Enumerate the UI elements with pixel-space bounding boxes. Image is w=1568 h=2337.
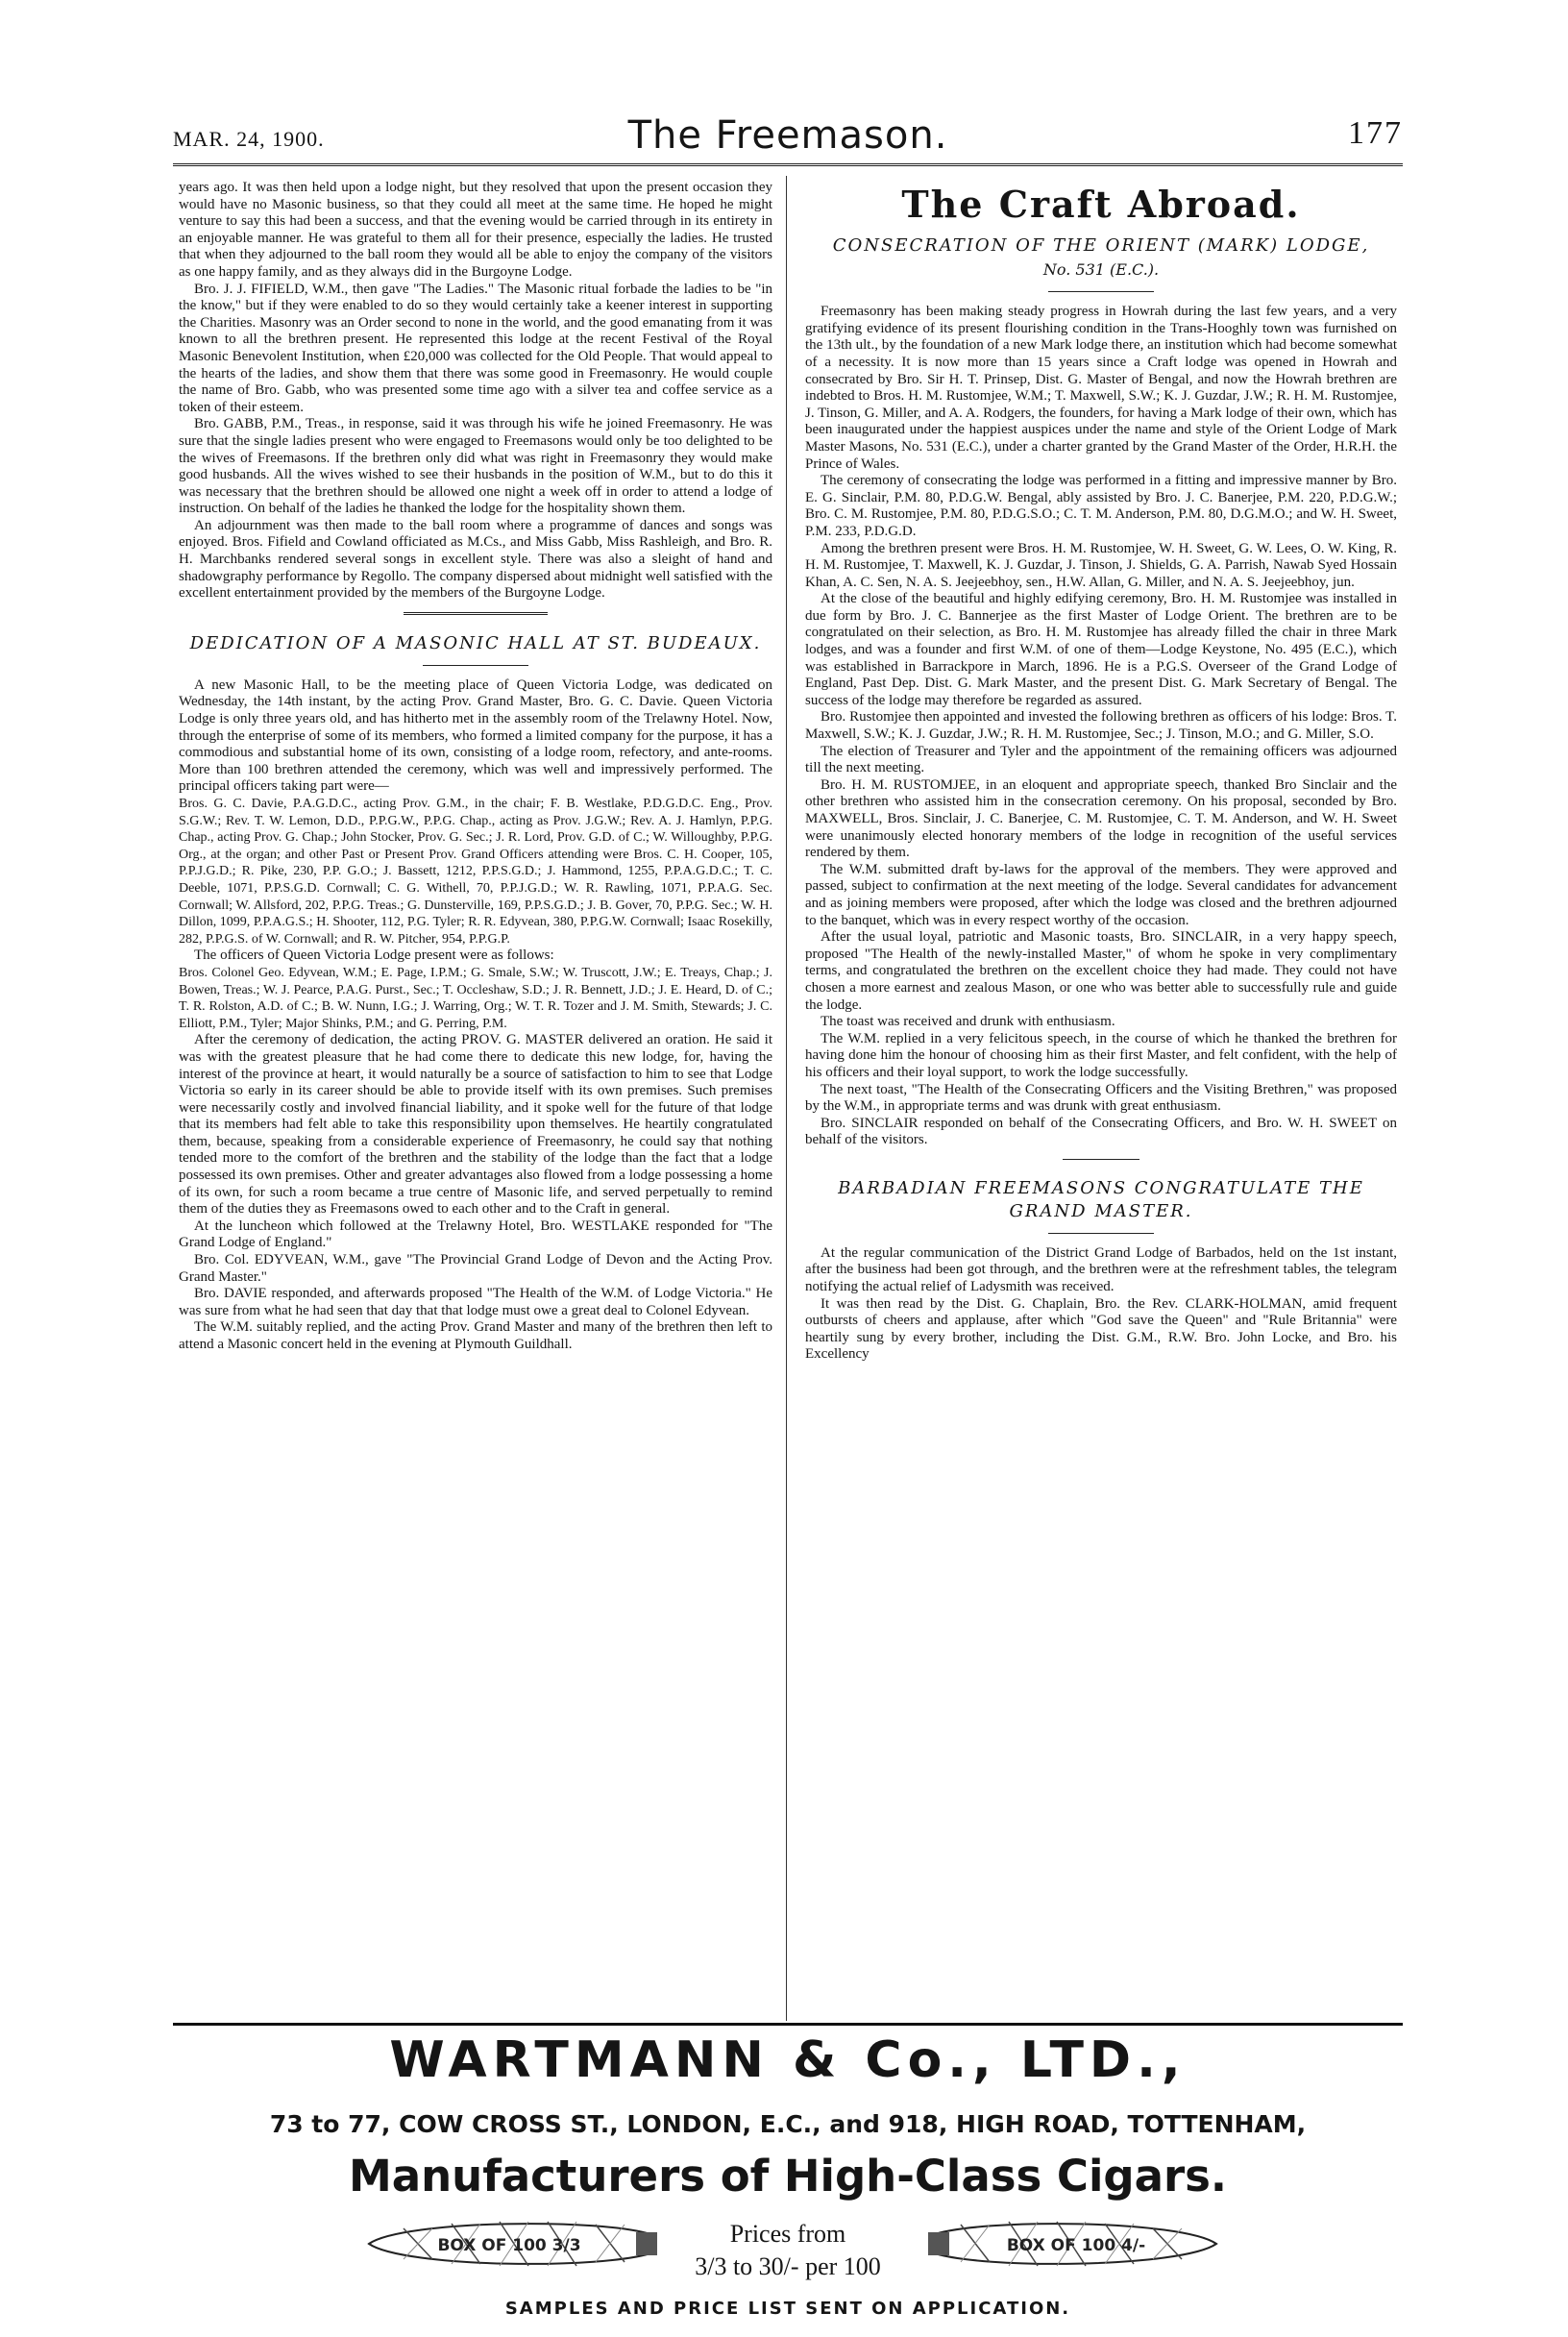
article-paragraph: The officers of Queen Victoria Lodge present were as follows:	[194, 947, 554, 964]
officer-list: Bros. Colonel Geo. Edyvean, W.M.; E. Page, I.P.M.; G. Smale, S.W.; W. Truscott, J.W.; E. Treays, Chap.; J. Bowen, Treas.; W. J. Pearce, P.A.G. Purst., Sec.; T. Occleshaw, S.D.; J. R. Bennett, J.D.; J. E. Heard, D. of C.; T. R. Rolston, A.D. of C.; B. W. Nunn, I.G.; J. Warring, Org.; W. T. R. Tozer and J. M. Smith, Stewards; J. C. Elliott, P.M., Tyler; Major Shinks, P.M.; and G. Perring, P.M.	[179, 965, 772, 1031]
section-heading-dedication: DEDICATION OF A MASONIC HALL AT ST. BUDEAUX.	[189, 632, 762, 653]
advert-rule	[173, 2023, 1403, 2026]
heading-rule	[1048, 291, 1154, 292]
section-title-craft-abroad: The Craft Abroad.	[901, 183, 1301, 226]
heading-rule	[423, 665, 528, 666]
article-paragraph: Bro. DAVIE responded, and afterwards proposed "The Health of the W.M. of Lodge Victoria." He was sure from what he had seen that day that that lodge must owe a great deal to Colonel Edyvean.	[179, 1286, 772, 1318]
right-column	[805, 183, 1397, 1364]
officer-list: Bros. G. C. Davie, P.A.G.D.C., acting Prov. G.M., in the chair; F. B. Westlake, P.D.G.D.C. Eng., Prov. S.G.W.; Rev. T. W. Lemon, D.D., P.P.G.W., P.P.G. Chap., acting as Prov. J.G.W.; Rev. A. J. Hamlyn, P.P.G. Chap., acting Prov. G. Chap.; John Stocker, Prov. G. Sec.; J. R. Lord, Prov. G.D. of C.; W. Willoughby, P.P.G. Org., at the organ; and other Past or Present Prov. Grand Officers attending were Bros. C. H. Cooper, 105, P.P.J.G.D.; R. Pike, 230, P.P. G.O.; J. Bassett, 1212, P.P.S.G.D.; J. Hammond, 1255, P.P.A.G.D.C.; T. C. Deeble, 1071, P.P.S.G.D. Cornwall; C. G. Withell, 70, P.P.J.G.D.; W. R. Rawling, 1071, P.P.A.G. Sec. Cornwall; W. Allsford, 202, P.P.G. Treas.; G. Dunsterville, 169, P.P.S.G.D.; J. B. Gover, 70, P.P.G. Sec.; W. H. Dillon, 1099, P.P.A.G.S.; H. Shooter, 112, P.G. Tyler; R. R. Edyvean, 380, P.P.G.W. Cornwall; Isaac Rosekilly, 282, P.P.G.S. of W. Cornwall; and R. W. Pitcher, 954, P.P.G.P.	[179, 797, 772, 947]
article-paragraph: Bro. Col. EDYVEAN, W.M., gave "The Provincial Grand Lodge of Devon and the Acting Prov. Grand Master."	[179, 1252, 772, 1285]
article-paragraph: At the luncheon which followed at the Trelawny Hotel, Bro. WESTLAKE responded for "The Grand Lodge of England."	[179, 1218, 772, 1251]
article-paragraph: The W.M. replied in a very felicitous speech, in the course of which he thanked the brethren for having done him the honour of choosing him as their first Master, and felt confident, with the help of his officers and their loyal support, to work the lodge successfully.	[805, 1030, 1397, 1080]
article-paragraph: Freemasonry has been making steady progress in Howrah during the last few years, and a very gratifying evidence of its present flourishing condition in the Trans-Hooghly town was furnished on the 13th ult., by the foundation of a new Mark lodge there, an institution which had become somewhat of a necessity. It is now more than 15 years since a Craft lodge was opened in Howrah and consecrated by Bro. Sir H. T. Prinsep, Dist. G. Master of Bengal, and now the Howrah brethren are indebted to Bros. H. M. Rustomjee, W.M.; T. Maxwell, S.W.; K. J. Guzdar, J.W.; R. H. M. Rustomjee, J. Tinson, G. Miller, and A. A. Rodgers, the founders, for having a Mark lodge of their own, which has been inaugurated under the happiest auspices under the name and style of the Orient Lodge of Mark Master Masons, No. 531 (E.C.), under a charter granted by the Grand Master of the Order, H.R.H. the Prince of Wales.	[805, 304, 1397, 472]
advert-price-line-1: Prices from	[729, 2220, 846, 2248]
section-subheading: No. 531 (E.C.).	[1042, 259, 1160, 279]
article-paragraph: Bro. H. M. RUSTOMJEE, in an eloquent and appropriate speech, thanked Bro Sinclair and the other brethren who assisted him in the consecration ceremony. On his proposal, seconded by Bro. MAXWELL, Bros. Sinclair, J. C. Banerjee, C. M. Rustomjee, C. T. M. Anderson, and W. H. Sweet were unanimously elected honorary members of the lodge in recognition of the useful services rendered by them.	[805, 776, 1397, 861]
cigar-box-left-icon	[365, 2214, 663, 2274]
article-paragraph: Bro. SINCLAIR responded on behalf of the Consecrating Officers, and Bro. W. H. SWEET on behalf of the visitors.	[805, 1115, 1397, 1148]
advert-address: 73 to 77, COW CROSS ST., LONDON, E.C., and 918, HIGH ROAD, TOTTENHAM,	[269, 2110, 1307, 2138]
article-paragraph: At the regular communication of the District Grand Lodge of Barbados, held on the 1st instant, after the business had been got through, and the brethren were at the refreshment tables, the telegram notifying the actual relief of Ladysmith was received.	[805, 1244, 1397, 1295]
page-header	[173, 113, 1403, 161]
article-paragraph: The toast was received and drunk with enthusiasm.	[821, 1014, 1115, 1030]
article-paragraph: After the ceremony of dedication, the acting PROV. G. MASTER delivered an oration. He said it was with the greatest pleasure that he had come there to dedicate this new lodge, for, having the interest of the province at heart, it would naturally be a source of satisfaction to him to see that Lodge Victoria so early in its career should be able to provide itself with its own premises. Such premises were necessarily costly and involved financial liability, and it spoke well for the future of that lodge that its members had felt able to take this responsibility upon themselves. He heartily congratulated them, because, speaking from a considerable experience of Freemasonry, he could say that nothing tended more to the comfort of the brethren and the stability of the lodge than the fact that a lodge possessed its own premises. Other and greater advantages also flowed from a lodge possessing a home of its own, for such a room became a true centre of Masonic life, and served perpetually to remind them of the duties they as Freemasons owed to each other and to the Craft in general.	[179, 1032, 772, 1218]
article-paragraph: Bro. J. J. FIFIELD, W.M., then gave "The Ladies." The Masonic ritual forbade the ladies to be "in the know," but if they were enabled to do so they would certainly take a keener interest in supporting the Charities. Masonry was an Order second to none in the world, and the good emanating from it was known to all the brethren present. He represented this lodge at the recent Festival of the Royal Masonic Benevolent Institution, when £20,000 was collected for the Old People. That would appeal to the hearts of the ladies, and show them that there was some good in Freemasonry. He would couple the name of Bro. Gabb, who was presented some time ago with a silver tea and coffee service as a token of their esteem.	[179, 281, 772, 415]
column-divider	[786, 176, 787, 2021]
section-heading-consecration: CONSECRATION OF THE ORIENT (MARK) LODGE,	[832, 234, 1370, 256]
heading-rule	[1048, 1233, 1154, 1234]
article-paragraph: Bro. GABB, P.M., Treas., in response, said it was through his wife he joined Freemasonry. He was sure that the single ladies present who were engaged to Freemasons would only be too delighted to be the wives of Freemasons. If the brethren only did what was right in Freemasonry they would make good husbands. All the wives wished to see their husbands in the position of W.M., but to do this it was necessary that the brethren should be allowed one night a week off in order to attend a lodge of instruction. On behalf of the ladies he thanked the lodge for the hospitality shown them.	[179, 416, 772, 517]
left-column	[179, 180, 772, 1354]
advert-price-line-2: 3/3 to 30/- per 100	[695, 2252, 881, 2280]
article-paragraph: Among the brethren present were Bros. H. M. Rustomjee, W. H. Sweet, G. W. Lees, O. W. King, R. H. M. Rustomjee, T. Maxwell, K. J. Guzdar, J. Tinson, J. Shields, G. A. Parrish, Nawab Syed Hossain Khan, A. C. Sen, N. A. S. Jeejeebhoy, sen., H.W. Allan, G. Miller, and N. A. S. Jeejeebhoy, jun.	[805, 540, 1397, 590]
article-paragraph: An adjournment was then made to the ball room where a programme of dances and songs was enjoyed. Bros. Fifield and Cowland officiated as M.Cs., and Miss Gabb, Miss Rashleigh, and Bro. R. H. Marchbanks rendered several songs in excellent style. There was also a sleight of hand and shadowgraphy performance by Regollo. The company dispersed about midnight well satisfied with the excellent entertainment provided by the members of the Burgoyne Lodge.	[179, 517, 772, 602]
article-paragraph: The election of Treasurer and Tyler and the appointment of the remaining officers was adjourned till the next meeting.	[805, 743, 1397, 776]
article-paragraph: The next toast, "The Health of the Consecrating Officers and the Visiting Brethren," was proposed by the W.M., in appropriate terms and was drunk with great enthusiasm.	[805, 1081, 1397, 1115]
section-separator	[1063, 1159, 1139, 1160]
publication-title: The Freemason.	[627, 113, 948, 158]
article-paragraph: A new Masonic Hall, to be the meeting place of Queen Victoria Lodge, was dedicated on Wednesday, the 14th instant, by the acting Prov. Grand Master, Bro. G. C. Davie. Queen Victoria Lodge is only three years old, and has hitherto met in the assembly room of the Trelawny Hotel. Now, through the enterprise of some of its members, who formed a limited company for the purpose, it has a commodious and substantial home of its own, consisting of a lodge room, refectory, and ante-rooms. More than 100 brethren attended the ceremony, which was well and impressively performed. The principal officers taking part were—	[179, 676, 772, 795]
issue-date: MAR. 24, 1900.	[173, 127, 325, 151]
advert-samples-note: SAMPLES AND PRICE LIST SENT ON APPLICATION.	[504, 2299, 1071, 2319]
advert-tagline: Manufacturers of High-Class Cigars.	[348, 2151, 1228, 2202]
article-paragraph: The W.M. suitably replied, and the acting Prov. Grand Master and many of the brethren then left to attend a Masonic concert held in the evening at Plymouth Guildhall.	[179, 1319, 772, 1352]
article-paragraph: years ago. It was then held upon a lodge night, but they resolved that upon the present occasion they would have no Masonic business, so that they could all meet at the same time. He hoped he might venture to say this had been a success, and that the evening would be carried through in its entirety in an enjoyable manner. He was grateful to them all for their presence, especially the ladies. He trusted that when they adjourned to the ball room they would all be able to enjoy the company of the visitors as one happy family, and as they always did in the Burgoyne Lodge.	[179, 180, 772, 280]
advert-company-name: WARTMANN & Co., LTD.,	[389, 2031, 1187, 2089]
header-rule	[173, 163, 1403, 166]
article-paragraph: The W.M. submitted draft by-laws for the approval of the members. They were approved and passed, subject to confirmation at the next meeting of the lodge. Several candidates for advancement and as joining members were proposed, after which the lodge was closed and the brethren adjourned to the banquet, which was in every respect worthy of the occasion.	[805, 861, 1397, 928]
article-paragraph: The ceremony of consecrating the lodge was performed in a fitting and impressive manner by Bro. E. G. Sinclair, P.M. 80, P.D.G.W. Bengal, ably assisted by Bro. J. C. Banerjee, P.M. 220, P.D.G.W.; Bro. C. M. Rustomjee, P.M. 80, P.D.G.S.O.; C. T. M. Anderson, P.M. 80, D.G.M.O.; and W. H. Sweet, P.M. 233, P.D.G.D.	[805, 473, 1397, 539]
article-paragraph: It was then read by the Dist. G. Chaplain, Bro. the Rev. CLARK-HOLMAN, amid frequent outbursts of cheers and applause, after which "God save the Queen" and "Rule Britannia" were heartily sung by every brother, including the Dist. G.M., R.W. Bro. John Locke, and Bro. his Excellency	[805, 1295, 1397, 1363]
cigar-box-right-icon	[922, 2214, 1220, 2274]
section-heading-barbadian: BARBADIAN FREEMASONS CONGRATULATE THE GRAND MASTER.	[838, 1177, 1364, 1221]
article-paragraph: At the close of the beautiful and highly edifying ceremony, Bro. H. M. Rustomjee was installed in due form by Bro. J. C. Bannerjee as the first Master of Lodge Orient. The brethren are to be congratulated on their selection, as Bro. H. M. Rustomjee has already filled the chair in three Mark lodges, and was a founder and first W.M. of one of them—Lodge Keystone, No. 495 (E.C.), which was established in Barrackpore in March, 1896. He is a P.G.S. Overseer of the Grand Lodge of England, Past Dep. Dist. G. Mark Master, and the present Dist. G. Mark Secretary of Bengal. The success of the lodge may therefore be regarded as assured.	[805, 591, 1397, 708]
cigar-right-label: BOX OF 100 4/-	[1006, 2236, 1146, 2255]
cigar-left-label: BOX OF 100 3/3	[437, 2236, 581, 2255]
article-paragraph: Bro. Rustomjee then appointed and invested the following brethren as officers of his lodge: Bros. T. Maxwell, S.W.; K. J. Guzdar, J.W.; R. H. M. Rustomjee, Sec.; J. Tinson, M.O.; and G. Miller, S.O.	[805, 709, 1397, 743]
section-separator	[404, 612, 548, 615]
article-paragraph: After the usual loyal, patriotic and Masonic toasts, Bro. SINCLAIR, in a very happy speech, proposed "The Health of the newly-installed Master," of whom he spoke in very complimentary terms, and congratulated the brethren on the excellent choice they had made. They could not have chosen a more earnest and zealous Mason, or one who was better able to successfully rule and guide the lodge.	[805, 929, 1397, 1013]
page-number: 177	[1348, 115, 1403, 151]
